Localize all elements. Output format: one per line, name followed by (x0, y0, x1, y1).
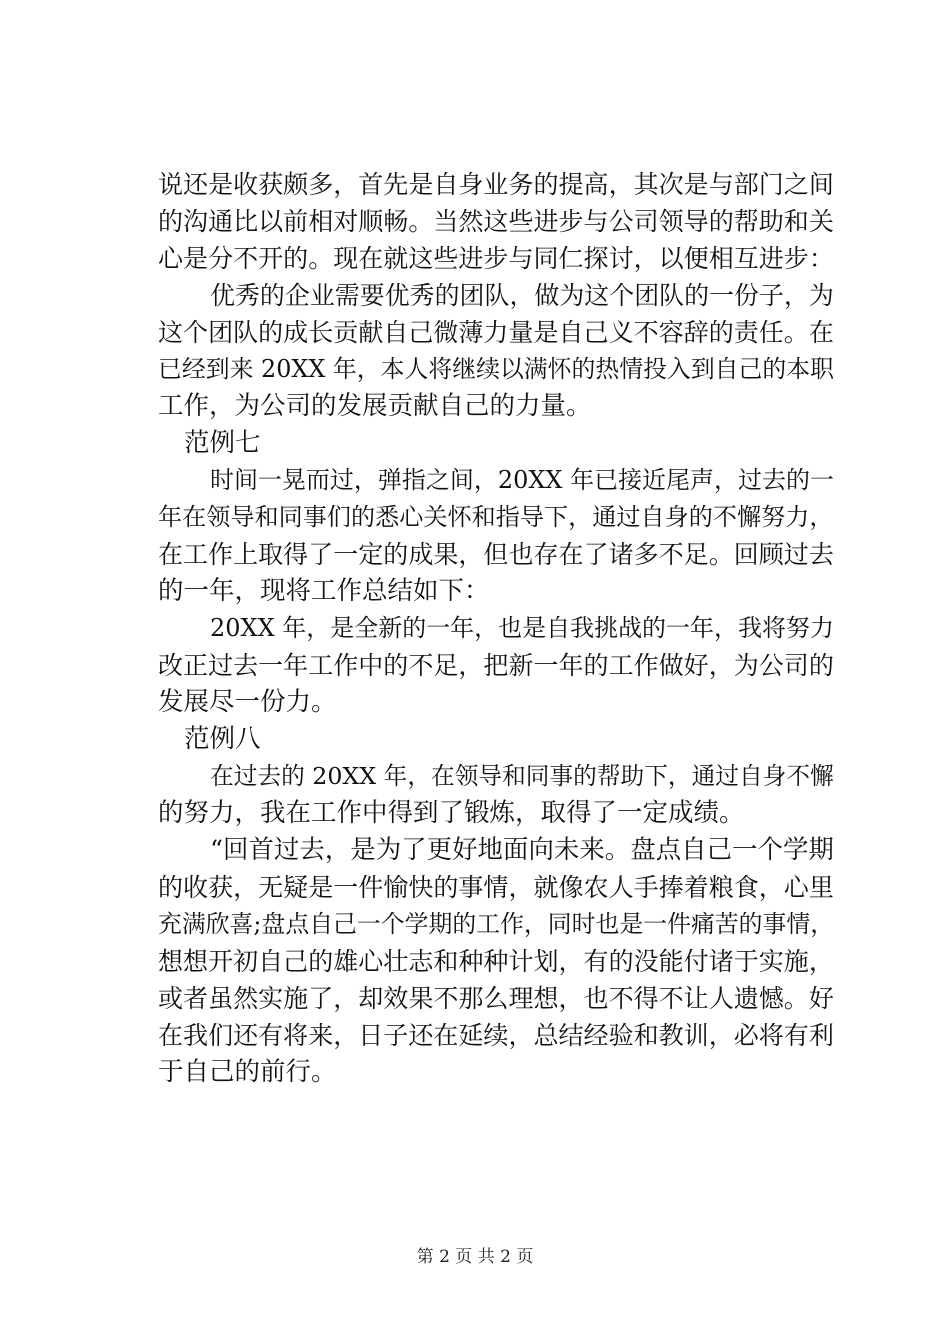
text-line: 的一年，现将工作总结如下： (158, 576, 490, 606)
text-line: 工作，为公司的发展贡献自己的力量。 (158, 391, 592, 421)
text-line: 20XX 年，是全新的一年，也是自我挑战的一年，我将努力 (210, 614, 834, 642)
text-line: 于自己的前行。 (158, 1057, 337, 1087)
text-line: 充满欣喜;盘点自己一个学期的工作，同时也是一件痛苦的事情， (158, 910, 835, 938)
text-line: 的沟通比以前相对顺畅。当然这些进步与公司领导的帮助和关 (158, 207, 834, 236)
text-line: 优秀的企业需要优秀的团队，做为这个团队的一份子，为 (210, 281, 834, 310)
text-line: 想想开初自己的雄心壮志和种种计划，有的没能付诸于实施， (158, 947, 834, 976)
text-line: 在工作上取得了一定的成果，但也存在了诸多不足。回顾过去 (158, 540, 834, 569)
text-line: 年在领导和同事们的悉心关怀和指导下，通过自身的不懈努力， (158, 503, 834, 531)
section-heading: 范例七 (184, 428, 261, 458)
text-line: 在过去的 20XX 年，在领导和同事的帮助下，通过自身不懈 (210, 762, 834, 790)
text-line: 改正过去一年工作中的不足，把新一年的工作做好，为公司的 (158, 651, 834, 680)
text-line: 这个团队的成长贡献自己微薄力量是自己义不容辞的责任。在 (158, 318, 834, 347)
text-line: “回首过去，是为了更好地面向未来。盘点自己一个学期 (210, 835, 834, 865)
text-line: 在我们还有将来，日子还在延续，总结经验和教训，必将有利 (158, 1021, 834, 1050)
text-line: 的收获，无疑是一件愉快的事情，就像农人手捧着粮食，心里 (158, 873, 834, 902)
text-line: 心是分不开的。现在就这些进步与同仁探讨，以便相互进步： (158, 244, 834, 273)
text-line: 或者虽然实施了，却效果不那么理想，也不得不让人遗憾。好 (158, 984, 834, 1013)
page-footer: 第 2 页 共 2 页 (416, 1247, 534, 1267)
section-heading: 范例八 (184, 724, 261, 754)
text-line: 时间一晃而过，弹指之间，20XX 年已接近尾声，过去的一 (210, 466, 834, 494)
text-line: 发展尽一份力。 (158, 687, 337, 717)
text-line: 已经到来 20XX 年，本人将继续以满怀的热情投入到自己的本职 (158, 355, 834, 383)
text-line: 说还是收获颇多，首先是自身业务的提高，其次是与部门之间 (158, 170, 834, 199)
document-body (158, 166, 834, 1091)
text-line: 的努力，我在工作中得到了锻炼，取得了一定成绩。 (158, 798, 745, 828)
